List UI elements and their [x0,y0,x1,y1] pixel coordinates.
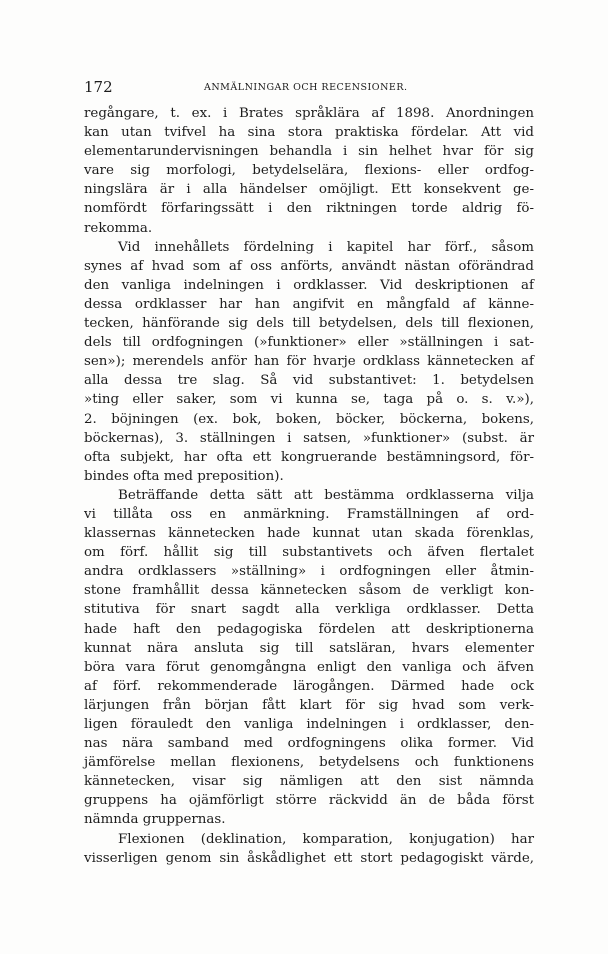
text-line: hade haft den pedagogiska fördelen att deskriptionerna [84,621,534,637]
text-line: nomfördt förfaringssätt i den riktningen torde aldrig fö- [84,201,534,217]
page-number: 172 [84,78,113,96]
text-line: stitutiva för snart sagdt alla verkliga ordklasser. Detta [84,602,534,618]
paragraph-end-line: bindes ofta med preposition). [84,468,284,484]
text-line: tecken, hänförande sig dels till betydelsen, dels till flexionen, [84,316,534,332]
text-line: synes af hvad som af oss anförts, användt nästan oförändrad [84,258,534,274]
paragraph-end-line: nämnda gruppernas. [84,812,226,828]
text-line: lärjungen från början fått klart för sig hvad som verk- [84,697,534,713]
text-line: dessa ordklasser har han angifvit en mångfald af känne- [84,296,534,312]
text-line: »ting eller saker, som vi kunna se, taga på o. s. v.»), [84,392,534,408]
text-line: böra vara förut genomgångna enligt den vanliga och äfven [84,659,534,675]
text-line: kan utan tvifvel ha sina stora praktiska fördelar. Att vid [84,125,534,141]
text-line: ofta subjekt, har ofta ett kongruerande bestämningsord, för- [84,449,534,465]
paragraph-start-line: Vid innehållets fördelning i kapitel har förf., såsom [118,239,534,255]
paragraph-end-line: rekomma. [84,220,153,236]
paragraph-start-line: Beträffande detta sätt att bestämma ordklasserna vilja [118,487,534,503]
text-line: kunnat nära ansluta sig till satsläran, hvars elementer [84,640,534,656]
text-line: klassernas kännetecken hade kunnat utan skada förenklas, [84,526,534,542]
text-line: ligen förauledt den vanliga indelningen i ordklasser, den- [84,717,534,732]
text-line: 2. böjningen (ex. bok, boken, böcker, böckerna, bokens, [84,411,534,427]
text-line: regångare, t. ex. i Brates språklära af 1898. Anordningen [84,106,534,121]
text-line: kännetecken, visar sig nämligen att den sist nämnda [84,774,534,790]
text-line: böckernas), 3. ställningen i satsen, »funktioner» (subst. är [84,430,534,446]
text-line: om förf. hållit sig till substantivets och äfven flertalet [84,545,534,561]
text-line: vi tillåta oss en anmärkning. Framställningen af ord- [84,506,534,522]
body-text [84,104,534,868]
text-line: visserligen genom sin åskådlighet ett stort pedagogiskt värde, [84,850,534,866]
text-line: ningslära är i alla händelser omöjligt. Ett konsekvent ge- [84,182,534,198]
running-head: ANMÄLNINGAR OCH RECENSIONER. [204,82,408,93]
text-line: alla dessa tre slag. Så vid substantivet: 1. betydelsen [84,373,534,389]
text-line: af förf. rekommenderade lärogången. Därmed hade ock [84,678,534,694]
text-line: jämförelse mellan flexionens, betydelsens och funktionens [84,755,534,771]
paragraph-start-line: Flexionen (deklination, komparation, konjugation) har [118,831,534,847]
text-line: dels till ordfogningen (»funktioner» eller »ställningen i sat- [84,335,534,351]
text-line: elementarundervisningen behandla i sin helhet hvar för sig [84,144,534,160]
text-line: sen»); merendels anför han för hvarje ordklass kännetecken af [84,354,534,370]
text-line: gruppens ha ojämförligt större räckvidd än de båda först [84,793,534,809]
text-line: vare sig morfologi, betydelselära, flexions- eller ordfog- [84,163,534,179]
text-line: andra ordklassers »ställning» i ordfogningen eller åtmin- [84,564,534,580]
text-line: den vanliga indelningen i ordklasser. Vid deskriptionen af [84,277,534,293]
text-line: nas nära samband med ordfogningens olika former. Vid [84,736,534,752]
text-line: stone framhållit dessa kännetecken såsom de verkligt kon- [84,583,534,599]
page-header [84,78,534,98]
